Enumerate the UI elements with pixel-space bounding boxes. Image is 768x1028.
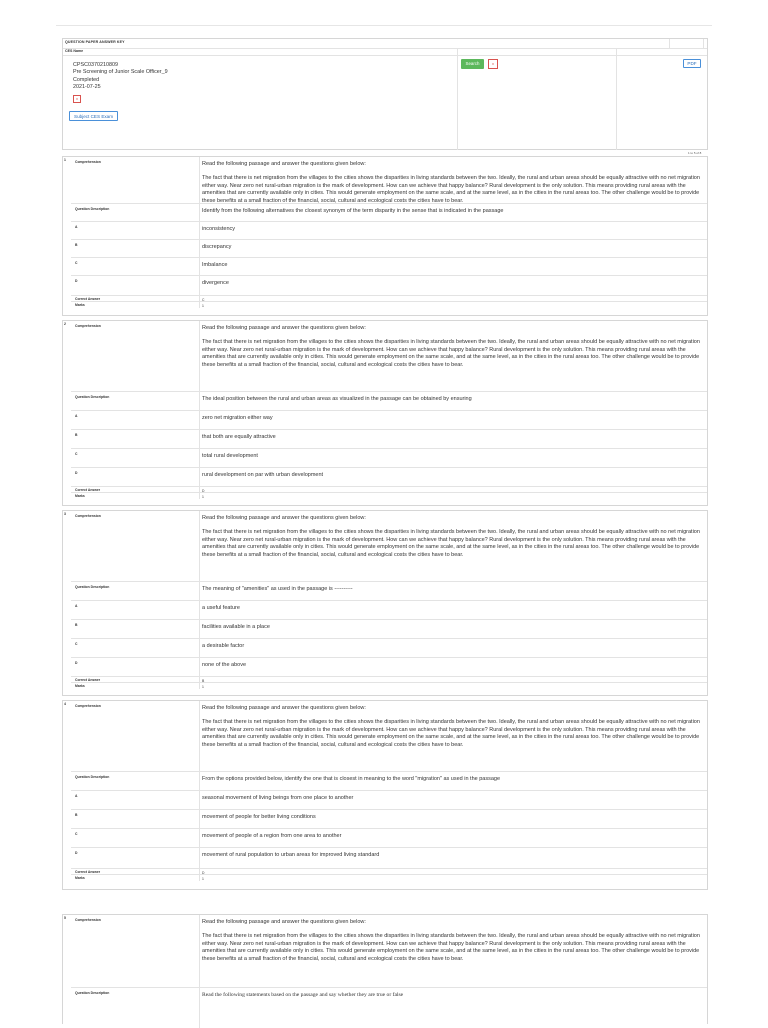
exam-status: Completed — [73, 76, 100, 83]
option-text: discrepancy — [202, 244, 232, 250]
pagination-info: 1 to 5 of 8 — [688, 151, 702, 155]
correct-answer-row: Correct Answer D — [71, 486, 707, 493]
correct-answer-row: Correct Answer D — [71, 868, 707, 875]
question-number: 3 — [64, 512, 66, 516]
option-row: C total rural development — [71, 448, 707, 468]
ces-name-label: CES Name — [65, 49, 84, 53]
option-row: A zero net migration either way — [71, 410, 707, 430]
exam-code: CPSC0370210809 — [73, 62, 118, 68]
question-description-row: Question Description Read the following statements based on the passage and say whether they are true or false — [71, 987, 707, 1028]
comprehension-row: Comprehension Read the following passage and answer the questions given below: The fact that there is net migration from the villages to the cities shows the disparities in living standards between the two. Ideally, the rural and urban areas should be equally attractive with no net migration either way. Near zero net rural-urban migration is the mark of development. How can we achieve that happy balance? Rural development is the only solution. This means providing rural areas with the amenities that are currently available only in cities. This would generate employment on the same scale, and at the same level, as in the cities in the rural areas too. The other challenge would be to provide these benefits at a small fraction of the financial, social, cultural and ecological costs the cities have to bear. — [71, 157, 707, 203]
option-text: facilities available in a place — [202, 624, 270, 630]
question-number: 4 — [64, 702, 66, 706]
option-row: A inconsistency — [71, 221, 707, 240]
option-row: D divergence — [71, 275, 707, 296]
clear-selection-button[interactable]: x — [73, 95, 81, 103]
correct-answer: C — [202, 298, 205, 302]
comprehension-row: Comprehension Read the following passage and answer the questions given below: The fact that there is net migration from the villages to the cities shows the disparities in living standards between the two. Ideally, the rural and urban areas should be equally attractive with no net migration either way. Near zero net rural-urban migration is the mark of development. How can we achieve that happy balance? Rural development is the only solution. This means providing rural areas with the amenities that are currently available only in cities. This would generate employment on the same scale, and at the same level, as in the cities in the rural areas too. The other challenge would be to provide these benefits at a small fraction of the financial, social, cultural and ecological costs the cities have to bear. — [71, 915, 707, 987]
marks: 1 — [202, 304, 204, 308]
option-text: movement of people for better living conditions — [202, 814, 316, 820]
correct-answer: D — [202, 489, 205, 493]
question-description: The ideal position between the rural and urban areas as visualized in the passage can be obtained by ensuring — [202, 396, 472, 402]
question-number: 1 — [64, 158, 66, 162]
pdf-button[interactable]: PDF — [683, 59, 701, 68]
comprehension-row: Comprehension Read the following passage and answer the questions given below: The fact that there is net migration from the villages to the cities shows the disparities in living standards between the two. Ideally, the rural and urban areas should be equally attractive with no net migration either way. Near zero net rural-urban migration is the mark of development. How can we achieve that happy balance? Rural development is the only solution. This means providing rural areas with the amenities that are currently available only in cities. This would generate employment on the same scale, and at the same level, as in the cities in the rural areas too. The other challenge would be to provide these benefits at a small fraction of the financial, social, cultural and ecological costs the cities have to bear. — [71, 321, 707, 391]
subject-ces-exam-button[interactable]: Subject CES Exam — [69, 111, 118, 121]
question-block — [62, 914, 708, 1024]
option-row: B discrepancy — [71, 239, 707, 258]
marks-row: Marks 1 — [71, 682, 707, 689]
option-row: B facilities available in a place — [71, 619, 707, 639]
question-description-row: Question Description Identify from the following alternatives the closest synonym of the term disparity in the sense that is indicated in the passage — [71, 203, 707, 222]
question-description-row: Question Description From the options provided below, identify the one that is closest in meaning to the word "migration" as used in the passage — [71, 771, 707, 791]
search-button[interactable]: Search — [461, 59, 484, 69]
answer-key-header — [62, 38, 708, 150]
question-block — [62, 700, 708, 890]
option-row: C movement of people of a region from one area to another — [71, 828, 707, 848]
question-description: The meaning of "amenities" as used in the passage is ---------- — [202, 586, 353, 592]
option-text: movement of rural population to urban areas for improved living standard — [202, 852, 380, 858]
option-text: divergence — [202, 280, 229, 286]
reset-search-button[interactable]: x — [488, 59, 498, 69]
comprehension-text: Read the following passage and answer the questions given below: The fact that there is net migration from the villages to the cities shows the disparities in living standards between the two. Ideally, the rural and urban areas should be equally attractive with no net migration either way. Near zero net rural-urban migration is the mark of development. How can we achieve that happy balance? Rural development is the only solution. This means providing rural areas with the amenities that are currently available only in cities. This would generate employment on the same scale, and at the same level, as in the cities in the rural areas too. The other challenge would be to provide these benefits at a small fraction of the financial, social, cultural and ecological costs the cities have to bear. — [202, 919, 700, 962]
option-text: that both are equally attractive — [202, 434, 276, 440]
question-description: From the options provided below, identify the one that is closest in meaning to the word "migration" as used in the passage — [202, 776, 501, 782]
option-row: A seasonal movement of living beings from one place to another — [71, 790, 707, 810]
top-divider — [56, 25, 712, 26]
comprehension-text: Read the following passage and answer the questions given below: The fact that there is net migration from the villages to the cities shows the disparities in living standards between the two. Ideally, the rural and urban areas should be equally attractive with no net migration either way. Near zero net rural-urban migration is the mark of development. How can we achieve that happy balance? Rural development is the only solution. This means providing rural areas with the amenities that are currently available only in cities. This would generate employment on the same scale, and at the same level, as in the cities in the rural areas too. The other challenge would be to provide these benefits at a small fraction of the financial, social, cultural and ecological costs the cities have to bear. — [202, 325, 700, 368]
correct-answer: D — [202, 871, 205, 875]
option-text: Imbalance — [202, 262, 228, 268]
option-row: C Imbalance — [71, 257, 707, 276]
correct-answer-row: Correct Answer C — [71, 295, 707, 302]
option-text: zero net migration either way — [202, 415, 273, 421]
exam-info — [73, 62, 168, 91]
marks-row: Marks 1 — [71, 874, 707, 881]
marks-row: Marks 1 — [71, 492, 707, 499]
question-block — [62, 156, 708, 316]
exam-name: Pre Screening of Junior Scale Officer_9 — [73, 69, 168, 76]
question-block — [62, 510, 708, 696]
option-row: C a desirable factor — [71, 638, 707, 658]
option-text: rural development on par with urban development — [202, 472, 324, 478]
comprehension-text: Read the following passage and answer the questions given below: The fact that there is net migration from the villages to the cities shows the disparities in living standards between the two. Ideally, the rural and urban areas should be equally attractive with no net migration either way. Near zero net rural-urban migration is the mark of development. How can we achieve that happy balance? Rural development is the only solution. This means providing rural areas with the amenities that are currently available only in cities. This would generate employment on the same scale, and at the same level, as in the cities in the rural areas too. The other challenge would be to provide these benefits at a small fraction of the financial, social, cultural and ecological costs the cities have to bear. — [202, 161, 700, 204]
option-text: none of the above — [202, 662, 247, 668]
option-row: A a useful feature — [71, 600, 707, 620]
option-row: D rural development on par with urban development — [71, 467, 707, 487]
comprehension-row: Comprehension Read the following passage and answer the questions given below: The fact that there is net migration from the villages to the cities shows the disparities in living standards between the two. Ideally, the rural and urban areas should be equally attractive with no net migration either way. Near zero net rural-urban migration is the mark of development. How can we achieve that happy balance? Rural development is the only solution. This means providing rural areas with the amenities that are currently available only in cities. This would generate employment on the same scale, and at the same level, as in the cities in the rural areas too. The other challenge would be to provide these benefits at a small fraction of the financial, social, cultural and ecological costs the cities have to bear. — [71, 511, 707, 581]
option-text: a desirable factor — [202, 643, 245, 649]
header-title-row — [63, 39, 707, 49]
option-text: movement of people of a region from one area to another — [202, 833, 342, 839]
option-text: a useful feature — [202, 605, 240, 611]
question-number: 5 — [64, 916, 66, 920]
option-row: B that both are equally attractive — [71, 429, 707, 449]
option-text: total rural development — [202, 453, 258, 459]
header-title: QUESTION PAPER ANSWER KEY — [65, 40, 125, 44]
exam-date: 2021-07-25 — [73, 83, 101, 90]
marks: 1 — [202, 877, 204, 881]
correct-answer-row: Correct Answer B — [71, 676, 707, 683]
marks-row: Marks 1 — [71, 301, 707, 308]
comprehension-text: Read the following passage and answer the questions given below: The fact that there is net migration from the villages to the cities shows the disparities in living standards between the two. Ideally, the rural and urban areas should be equally attractive with no net migration either way. Near zero net rural-urban migration is the mark of development. How can we achieve that happy balance? Rural development is the only solution. This means providing rural areas with the amenities that are currently available only in cities. This would generate employment on the same scale, and at the same level, as in the cities in the rural areas too. The other challenge would be to provide these benefits at a small fraction of the financial, social, cultural and ecological costs the cities have to bear. — [202, 515, 700, 558]
question-description: Identify from the following alternatives the closest synonym of the term disparity in the sense that is indicated in the passage — [202, 208, 504, 214]
question-description-row: Question Description The meaning of "amenities" as used in the passage is ---------- — [71, 581, 707, 601]
option-row: B movement of people for better living conditions — [71, 809, 707, 829]
comprehension-text: Read the following passage and answer the questions given below: The fact that there is net migration from the villages to the cities shows the disparities in living standards between the two. Ideally, the rural and urban areas should be equally attractive with no net migration either way. Near zero net rural-urban migration is the mark of development. How can we achieve that happy balance? Rural development is the only solution. This means providing rural areas with the amenities that are currently available only in cities. This would generate employment on the same scale, and at the same level, as in the cities in the rural areas too. The other challenge would be to provide these benefits at a small fraction of the financial, social, cultural and ecological costs the cities have to bear. — [202, 705, 700, 748]
option-row: D movement of rural population to urban areas for improved living standard — [71, 847, 707, 869]
comprehension-row: Comprehension Read the following passage and answer the questions given below: The fact that there is net migration from the villages to the cities shows the disparities in living standards between the two. Ideally, the rural and urban areas should be equally attractive with no net migration either way. Near zero net rural-urban migration is the mark of development. How can we achieve that happy balance? Rural development is the only solution. This means providing rural areas with the amenities that are currently available only in cities. This would generate employment on the same scale, and at the same level, as in the cities in the rural areas too. The other challenge would be to provide these benefits at a small fraction of the financial, social, cultural and ecological costs the cities have to bear. — [71, 701, 707, 771]
question-block — [62, 320, 708, 506]
question-number: 2 — [64, 322, 66, 326]
correct-answer: B — [202, 679, 205, 683]
option-text: inconsistency — [202, 226, 236, 232]
marks: 1 — [202, 685, 204, 689]
option-text: seasonal movement of living beings from one place to another — [202, 795, 354, 801]
option-row: D none of the above — [71, 657, 707, 677]
question-description: Read the following statements based on the passage and say whether they are true or false — [202, 992, 404, 998]
marks: 1 — [202, 495, 204, 499]
question-description-row: Question Description The ideal position between the rural and urban areas as visualized in the passage can be obtained by ensuring — [71, 391, 707, 411]
